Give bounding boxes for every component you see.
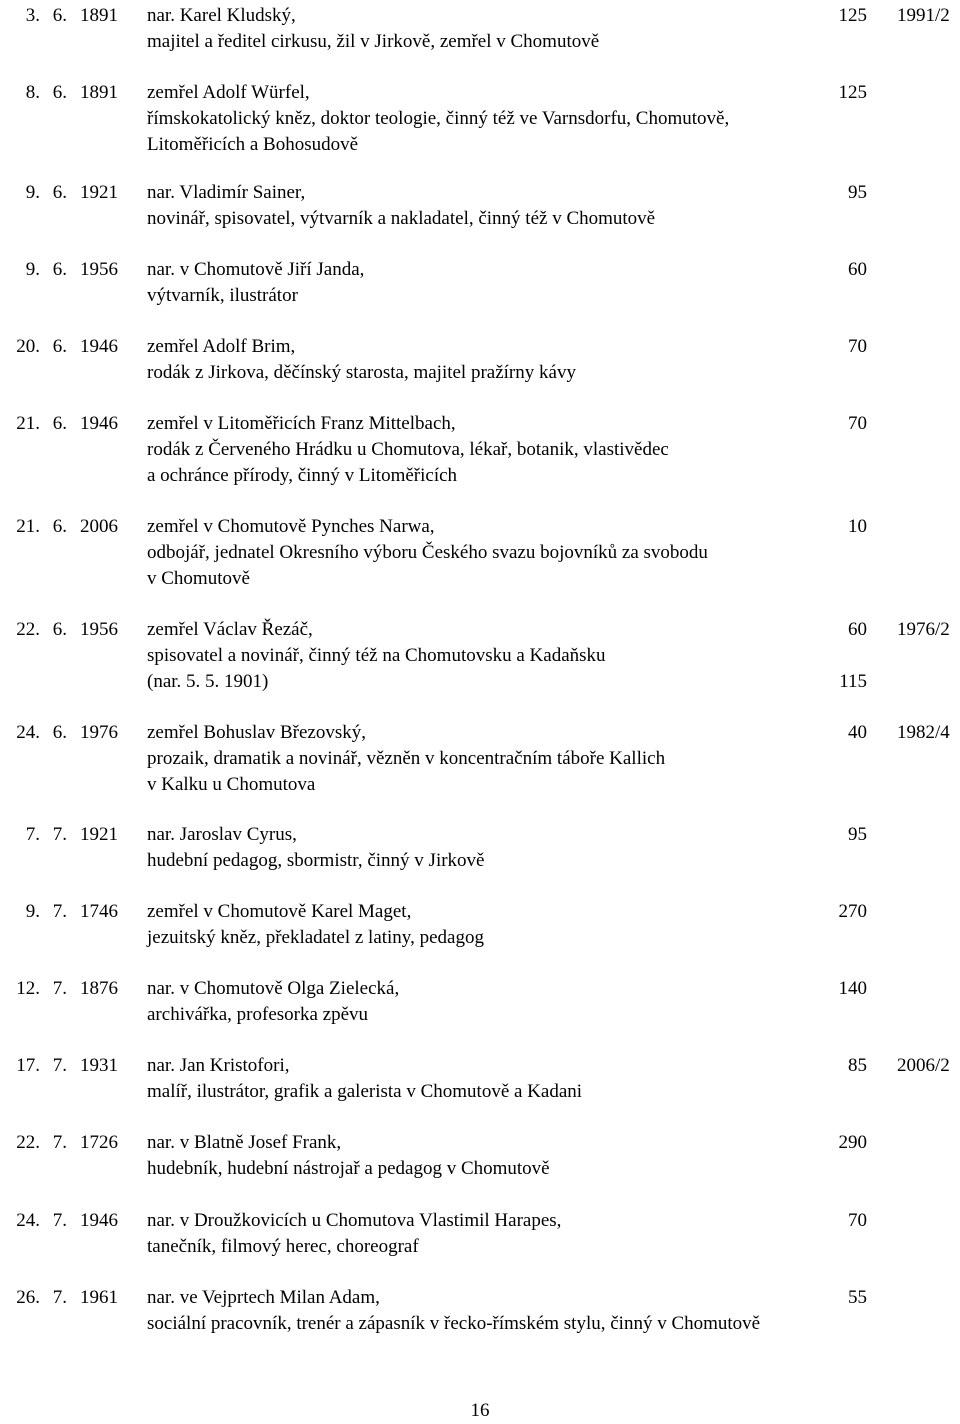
entry-day: 26. — [16, 1287, 40, 1308]
entry-day: 22. — [16, 619, 40, 640]
entry-day: 21. — [16, 413, 40, 434]
entry-text: nar. v Chomutově Olga Zielecká, — [147, 978, 400, 999]
entry-anniversary: 270 — [838, 901, 867, 922]
entry-text: rodák z Jirkova, děčínský starosta, majitel pražírny kávy — [147, 362, 576, 383]
entry-text: hudební pedagog, sbormistr, činný v Jirkově — [147, 850, 485, 871]
entry-text: zemřel v Chomutově Karel Maget, — [147, 901, 412, 922]
entry-month: 6. — [52, 82, 67, 103]
entry-anniversary: 95 — [848, 182, 867, 203]
entry — [0, 1285, 960, 1337]
entry-anniversary: 115 — [839, 671, 867, 692]
entry-headline — [0, 1130, 960, 1156]
entry-year: 1946 — [80, 336, 118, 357]
entry-anniversary: 40 — [848, 722, 867, 743]
entry-year: 1931 — [80, 1055, 118, 1076]
entry-month: 6. — [52, 336, 67, 357]
entry-headline — [0, 1053, 960, 1079]
entry-headline — [0, 257, 960, 283]
entry-month: 7. — [52, 978, 67, 999]
entry-text: nar. Vladimír Sainer, — [147, 182, 306, 203]
entry-text: archivářka, profesorka zpěvu — [147, 1004, 369, 1025]
entry — [0, 976, 960, 1028]
entry-text: v Chomutově — [147, 568, 250, 589]
entry — [0, 899, 960, 951]
entry-description-line — [0, 540, 960, 566]
entry-headline — [0, 976, 960, 1002]
entry — [0, 334, 960, 386]
entry-text: nar. Karel Kludský, — [147, 5, 296, 26]
entry-anniversary: 95 — [848, 824, 867, 845]
entry-description-line — [0, 360, 960, 386]
entry — [0, 514, 960, 592]
entry-description-line — [0, 437, 960, 463]
entry-text: nar. v Droužkovicích u Chomutova Vlastimil Harapes, — [147, 1210, 562, 1231]
entry-headline — [0, 334, 960, 360]
entry-text: sociální pracovník, trenér a zápasník v řecko-římském stylu, činný v Chomutově — [147, 1313, 761, 1334]
entry-description-line — [0, 566, 960, 592]
entry-headline — [0, 899, 960, 925]
entry-headline — [0, 617, 960, 643]
entry-anniversary: 125 — [838, 82, 867, 103]
entry-year: 1946 — [80, 1210, 118, 1231]
entry-day: 24. — [16, 722, 40, 743]
entry-month: 6. — [52, 259, 67, 280]
entry-text: nar. v Blatně Josef Frank, — [147, 1132, 342, 1153]
entry-text: zemřel Adolf Brim, — [147, 336, 296, 357]
entry — [0, 720, 960, 798]
entry-text: zemřel Václav Řezáč, — [147, 619, 313, 640]
entry-description-line — [0, 848, 960, 874]
entry-year: 1921 — [80, 824, 118, 845]
entry-day: 9. — [25, 259, 40, 280]
entry-year: 1976 — [80, 722, 118, 743]
entry-text: jezuitský kněz, překladatel z latiny, pedagog — [147, 927, 484, 948]
entry-text: (nar. 5. 5. 1901) — [147, 671, 269, 692]
entry-month: 6. — [52, 722, 67, 743]
entry-year: 1726 — [80, 1132, 118, 1153]
entry-month: 7. — [52, 1132, 67, 1153]
entry — [0, 822, 960, 874]
entry-text: nar. Jaroslav Cyrus, — [147, 824, 297, 845]
entry-text: rodák z Červeného Hrádku u Chomutova, lékař, botanik, vlastivědec — [147, 439, 669, 460]
entry-anniversary: 10 — [848, 516, 867, 537]
entry-description-line — [0, 1079, 960, 1105]
page-number: 16 — [470, 1400, 490, 1421]
entry-text: spisovatel a novinář, činný též na Chomutovsku a Kadaňsku — [147, 645, 606, 666]
entry-anniversary: 140 — [838, 978, 867, 999]
entry-month: 7. — [52, 1287, 67, 1308]
entry-text: zemřel Bohuslav Březovský, — [147, 722, 366, 743]
entry-anniversary: 125 — [838, 5, 867, 26]
entry-anniversary: 70 — [848, 1210, 867, 1231]
entry-month: 7. — [52, 824, 67, 845]
entry-text: tanečník, filmový herec, choreograf — [147, 1236, 419, 1257]
entry-anniversary: 60 — [848, 619, 867, 640]
entry-anniversary: 55 — [848, 1287, 867, 1308]
entry-day: 9. — [25, 901, 40, 922]
entry-description-line — [0, 925, 960, 951]
entry-text: zemřel v Chomutově Pynches Narwa, — [147, 516, 435, 537]
entry-year: 2006 — [80, 516, 118, 537]
entry-headline — [0, 822, 960, 848]
entry-description-line — [0, 29, 960, 55]
entry-month: 7. — [52, 1055, 67, 1076]
entry — [0, 617, 960, 695]
entry-anniversary: 290 — [838, 1132, 867, 1153]
entry-description-line — [0, 106, 960, 132]
entry-year: 1961 — [80, 1287, 118, 1308]
entry-reference: 1982/4 — [897, 722, 950, 743]
entry-headline — [0, 3, 960, 29]
entry — [0, 1208, 960, 1260]
entry-headline — [0, 1285, 960, 1311]
entry-headline — [0, 411, 960, 437]
entry-description-line — [0, 1002, 960, 1028]
entry-text: malíř, ilustrátor, grafik a galerista v Chomutově a Kadani — [147, 1081, 583, 1102]
entry-day: 7. — [25, 824, 40, 845]
entry-day: 21. — [16, 516, 40, 537]
entry-description-line — [0, 643, 960, 669]
entry-text: v Kalku u Chomutova — [147, 774, 316, 795]
entry — [0, 80, 960, 158]
entry-day: 9. — [25, 182, 40, 203]
entry-month: 7. — [52, 1210, 67, 1231]
entry-day: 17. — [16, 1055, 40, 1076]
entry-headline — [0, 720, 960, 746]
entry-day: 8. — [25, 82, 40, 103]
entry-day: 22. — [16, 1132, 40, 1153]
entry-description-line — [0, 132, 960, 158]
entry-month: 6. — [52, 5, 67, 26]
entry-year: 1746 — [80, 901, 118, 922]
entry-text: prozaik, dramatik a novinář, vězněn v koncentračním táboře Kallich — [147, 748, 666, 769]
entry-year: 1876 — [80, 978, 118, 999]
entry-description-line — [0, 283, 960, 309]
entry-reference: 1976/2 — [897, 619, 950, 640]
entry-text: nar. Jan Kristofori, — [147, 1055, 290, 1076]
entry-month: 6. — [52, 413, 67, 434]
entry-description-line — [0, 772, 960, 798]
entry-headline — [0, 180, 960, 206]
entry-reference: 2006/2 — [897, 1055, 950, 1076]
entry-year: 1891 — [80, 5, 118, 26]
entry-anniversary: 70 — [848, 413, 867, 434]
entry-text: nar. v Chomutově Jiří Janda, — [147, 259, 365, 280]
entry-year: 1956 — [80, 259, 118, 280]
entry — [0, 180, 960, 232]
entry-reference: 1991/2 — [897, 5, 950, 26]
entry — [0, 1130, 960, 1182]
entry-text: zemřel Adolf Würfel, — [147, 82, 310, 103]
entry-description-line — [0, 206, 960, 232]
entry — [0, 257, 960, 309]
entry-description-line — [0, 1311, 960, 1337]
entry-text: nar. ve Vejprtech Milan Adam, — [147, 1287, 380, 1308]
entry-day: 12. — [16, 978, 40, 999]
entry — [0, 1053, 960, 1105]
entry-day: 24. — [16, 1210, 40, 1231]
entry-headline — [0, 514, 960, 540]
entry-year: 1921 — [80, 182, 118, 203]
entry-description-line — [0, 463, 960, 489]
entry-text: výtvarník, ilustrátor — [147, 285, 298, 306]
entry-description-line — [0, 1234, 960, 1260]
entry — [0, 3, 960, 55]
entry-text: odbojář, jednatel Okresního výboru Českého svazu bojovníků za svobodu — [147, 542, 708, 563]
entry-text: a ochránce přírody, činný v Litoměřicích — [147, 465, 458, 486]
entry-text: zemřel v Litoměřicích Franz Mittelbach, — [147, 413, 456, 434]
entry-year: 1891 — [80, 82, 118, 103]
entry-anniversary: 60 — [848, 259, 867, 280]
entry-headline — [0, 80, 960, 106]
entry-anniversary: 70 — [848, 336, 867, 357]
entry-year: 1946 — [80, 413, 118, 434]
entry-description-line — [0, 669, 960, 695]
entry-description-line — [0, 746, 960, 772]
entry-day: 20. — [16, 336, 40, 357]
entry-text: novinář, spisovatel, výtvarník a nakladatel, činný též v Chomutově — [147, 208, 656, 229]
entry-headline — [0, 1208, 960, 1234]
entry-description-line — [0, 1156, 960, 1182]
entry-month: 6. — [52, 619, 67, 640]
entry-anniversary: 85 — [848, 1055, 867, 1076]
entry-text: Litoměřicích a Bohosudově — [147, 134, 359, 155]
entry-month: 6. — [52, 182, 67, 203]
entry-year: 1956 — [80, 619, 118, 640]
entry — [0, 411, 960, 489]
entry-text: hudebník, hudební nástrojař a pedagog v Chomutově — [147, 1158, 550, 1179]
entry-text: majitel a ředitel cirkusu, žil v Jirkově, zemřel v Chomutově — [147, 31, 600, 52]
entry-month: 7. — [52, 901, 67, 922]
entry-month: 6. — [52, 516, 67, 537]
entry-text: římskokatolický kněz, doktor teologie, činný též ve Varnsdorfu, Chomutově, — [147, 108, 730, 129]
entry-day: 3. — [25, 5, 40, 26]
